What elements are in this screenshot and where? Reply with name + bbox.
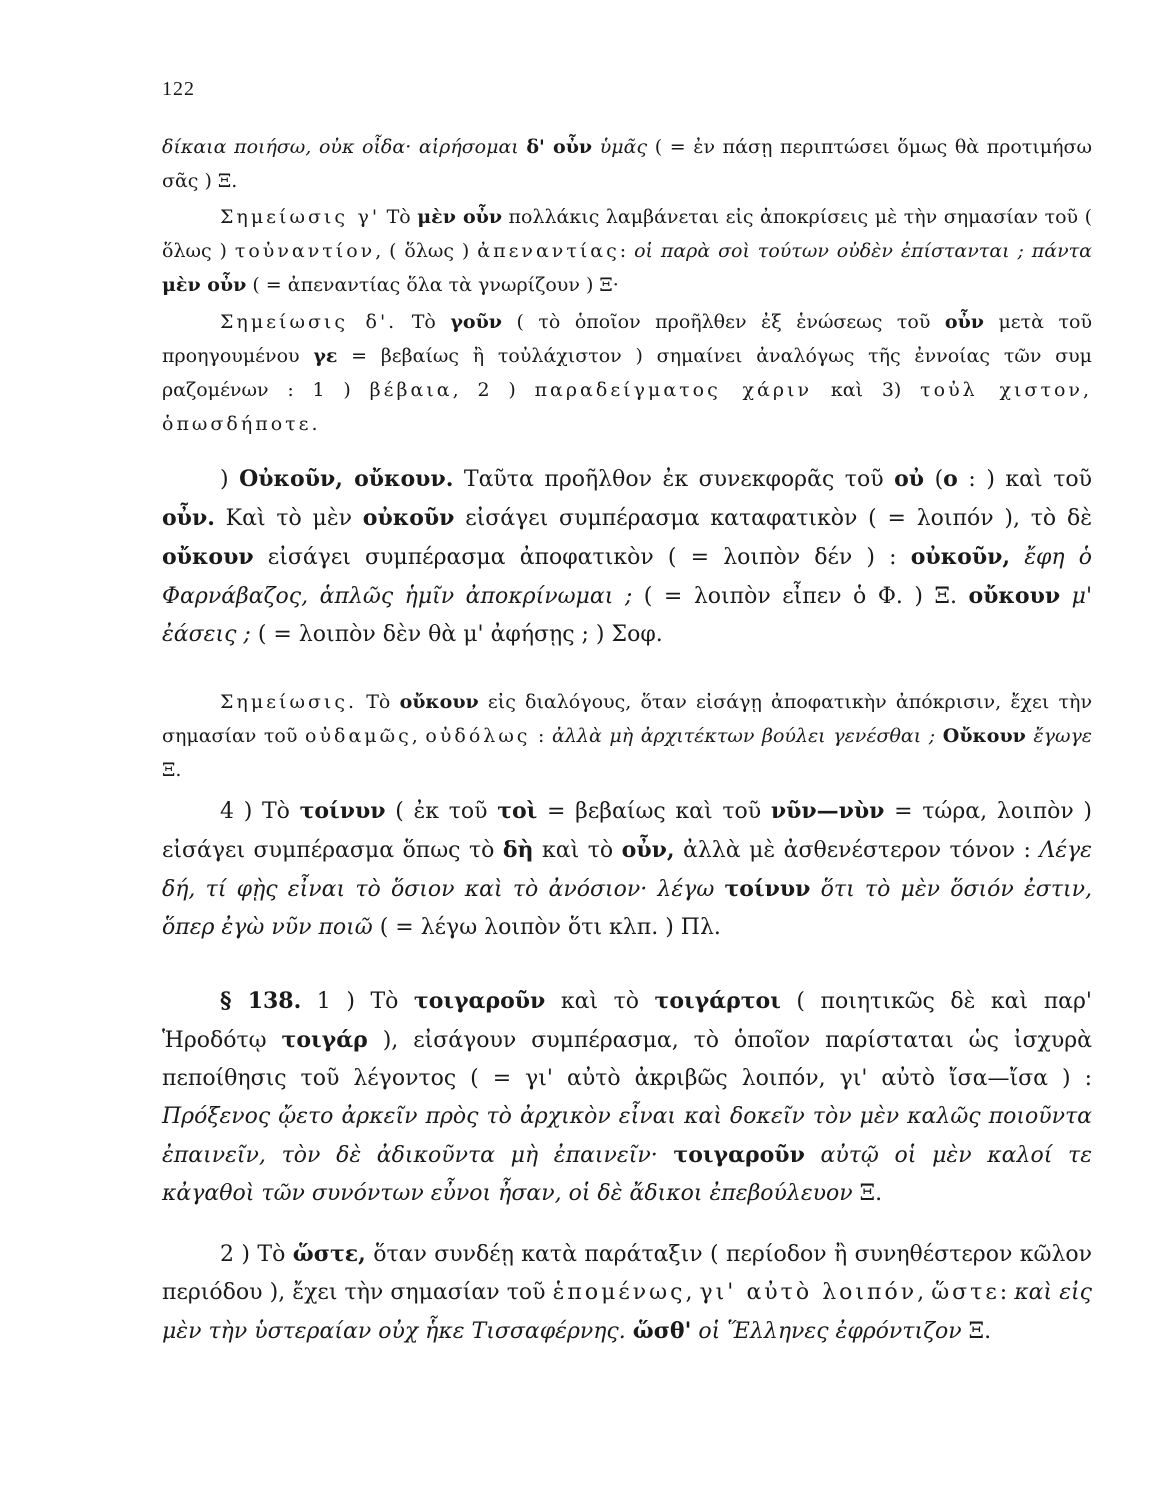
text-run: τοιγάρτοι [654,988,781,1014]
text-run: μὲν οὖν [417,206,503,228]
text-run: μετὰ τοῦ προηγουμένου [162,311,1093,367]
text-run: ὅταν συνδέῃ κατὰ παράταξιν ( περίοδον ἢ συνηθέστερον κῶλον περιόδου ), ἔχει τὴν σημασίαν τοῦ [162,1242,1093,1305]
text-run: καὶ τὸ [545,989,655,1014]
text-run: μ' ἐάσεις ; [162,584,1092,647]
text-run: μὲν οὖν [162,274,247,296]
text-run: τοιγάρ [281,1027,368,1053]
text-run: τοίνυν [299,798,386,824]
text-run: Ταῦτα προῆλθον ἐκ συνεκφορᾶς τοῦ [453,467,895,492]
text-run: : ) καὶ τοῦ [957,467,1092,492]
text-run: οὖν. [162,505,215,531]
text-run: ἀπεναντίας [477,240,620,262]
text-run: ( [924,467,944,492]
text-run: ἀλλὰ μὲ ἀσθενέστερον τόνον : [674,838,1040,863]
text-run: οὐδαμῶς [305,725,412,747]
text-run: ὅτι τὸ μὲν ὅσιόν ἐστιν, ὅπερ ἐγὼ νῦν ποιῶ [162,877,1092,940]
text-run: , [685,1280,700,1305]
text-run: ( = ἐν πάσῃ περιπτώσει ὅμως θὰ προτιμήσω σᾶς ) Ξ. [162,136,1092,192]
text-run: Σημείωσις γ' [220,206,381,228]
text-run: γοῦν [450,311,502,333]
text-run: δὴ [502,837,534,863]
text-run: Ξ. [961,1319,992,1344]
text-run: ο [943,466,958,492]
text-run: Σημείωσις δ'. [220,311,398,333]
paragraph-note-oukoun [162,685,1092,787]
text-run: αὐτῷ οἱ μὲν καλοί τε κἀγαθοὶ τῶν συνόντων εὖνοι ἦσαν, οἱ δὲ ἄδικοι ἐπεβούλευον [162,1143,1093,1206]
text-run: οὔκουν [968,583,1061,609]
paragraph-hoste [162,1235,1092,1351]
text-run: Ξ. [852,1181,883,1206]
text-run: , [411,725,426,747]
text-run: τοίνυν [724,876,811,902]
text-run: § 138. [220,988,302,1014]
text-run: Λέγε δή, τί φῂς εἶναι τὸ ὅσιον καὶ τὸ ἀνόσιον· λέγω [162,838,1092,902]
text-run: νῦν—νὺν [770,798,885,824]
text-run: = τώρα, λοιπὸν ) εἰσάγει συμπέρασμα ὅπως τὸ [162,799,1092,863]
text-run: = βεβαίως καὶ τοῦ [537,799,771,824]
paragraph-note-delta [162,305,1092,441]
text-run: γι' αὐτὸ λοιπόν [699,1280,918,1305]
text-run: καὶ 3) [812,379,921,401]
text-run: Τὸ [357,691,400,713]
text-run: ( τὸ ὁποῖον προῆλθεν ἐξ ἑνώσεως τοῦ [501,311,945,333]
paragraph-toinun [162,792,1092,947]
text-run: εἰς διαλόγους, ὅταν εἰσάγῃ ἀποφατικὴν ἀπόκρισιν, ἔχει τὴν σημασίαν τοῦ [162,691,1092,747]
text-run: οἱ παρὰ σοὶ τούτων οὐδὲν ἐπίστανται ; πάντα [634,240,1092,262]
text-run: εἰσάγει συμπέρασμα καταφατικὸν ( = λοιπόν ), τὸ δὲ [454,506,1092,531]
text-run: δίκαια ποιήσω, οὐκ οἶδα· αἱρήσομαι [162,136,527,158]
text-run: τοὐλ χιστον, ὁπωσδήποτε. [162,379,1092,435]
text-run: τοὐναντίον [234,240,376,262]
text-run: ἑπομένως [552,1280,686,1305]
text-run: καὶ εἰς μὲν τὴν ὑστεραίαν οὐχ ἧκε Τισσαφέρνης. [162,1280,1092,1344]
text-run: : [999,1280,1015,1305]
text-run: πολλάκις λαμβάνεται εἰς ἀποκρίσεις μὲ τὴν σημασίαν τοῦ ( ὅλως ) [162,206,1092,262]
text-run: ( = λοιπὸν δὲν θὰ μ' ἀφήσῃς ; ) Σοφ. [250,622,663,647]
page-number: 122 [162,78,195,100]
text-run: ἀλλὰ μὴ ἀρχιτέκτων βούλει γενέσθαι ; [552,725,943,747]
paragraph-continuation [162,130,1092,198]
text-run: τοιγαροῦν [673,1142,805,1168]
text-run: δ' οὖν [526,136,593,158]
text-run: οὔκουν [399,691,479,713]
text-run: ( = ἀπεναντίας ὅλα τὰ γνωρίζουν ) Ξ· [246,274,619,296]
text-run: , ( ὅλως ) [375,240,478,262]
text-run: Οὔκουν [942,725,1026,747]
text-run: 2 ) Τὸ [220,1242,293,1267]
text-run: , [917,1280,932,1305]
text-run: Τὸ [397,311,451,333]
text-run: ( ποιητικῶς δὲ καὶ παρ' Ἡροδότῳ [162,989,1092,1053]
text-run: Καὶ τὸ μὲν [214,506,363,531]
text-run: Σημείωσις. [220,691,358,713]
paragraph-oukoun [162,460,1092,654]
text-run: ) [220,467,240,492]
text-run: Πρόξενος ᾤετο ἀρκεῖν πρὸς τὸ ἀρχικὸν εἶναι καὶ δοκεῖν τὸν μὲν καλῶς ποιοῦντα ἐπαινεῖν, τὸν δὲ ἀδικοῦντα μὴ ἐπαινεῖν· [162,1104,1092,1168]
paragraph-section-138 [162,982,1092,1213]
text-run: : [530,725,553,747]
text-run: οὔκουν [162,544,254,570]
text-run: οὐκοῦν, [910,544,1011,570]
text-run: = βεβαίως ἢ τοὐλάχιστον ) σημαίνει ἀναλόγως τῆς ἐννοίας τῶν συμ ραζομένων : 1 ) [162,345,1092,401]
text-run: ὥστε [931,1280,1000,1305]
text-run: : [619,240,635,262]
text-run: οὖν [944,311,984,333]
text-run: ὥσθ' [632,1318,692,1344]
text-run: ( ἐκ τοῦ [385,799,498,824]
text-run: γε [313,345,338,367]
text-run: ), εἰσάγουν συμπέρασμα, τὸ ὁποῖον παρίσταται ὡς ἰσχυρὰ πεποίθησις τοῦ λέγοντος ( = γι' αὐτὸ ἀκριβῶς λοιπόν, γι' αὐτὸ ἴσα—ἴσα ) : [162,1028,1092,1091]
text-run: Οὐκοῦν, οὔκουν. [239,466,454,492]
text-run: 1 ) Τὸ [301,989,414,1014]
text-run: ὥστε, [292,1241,366,1267]
text-run: παραδείγματος χάριν [534,379,813,401]
text-run: 4 ) Τὸ [220,799,300,824]
text-run: εἰσάγει συμπέρασμα ἀποφατικὸν ( = λοιπὸν δέν ) : [253,545,911,570]
paragraph-note-gamma [162,200,1092,302]
text-run: οὖν, [621,837,675,863]
text-run: οὐδόλως [425,725,531,747]
text-run: ἔγωγε [1025,725,1092,747]
text-run: τοὶ [497,798,538,824]
text-run: Τὸ [380,206,418,228]
text-run: τοιγαροῦν [413,988,546,1014]
text-run: καὶ τὸ [533,838,622,863]
text-run: οὐκοῦν [362,505,455,531]
text-run: οὐ [894,466,925,492]
text-run: , 2 ) [452,379,535,401]
text-run: βέβαια [369,379,453,401]
text-run: ἔφη ὁ Φαρνάβαζος, ἁπλῶς ἡμῖν ἀποκρίνωμαι ; [162,545,1093,609]
text-run: ( = λοιπὸν εἶπεν ὁ Φ. ) Ξ. [632,584,969,609]
text-run: ( = λέγω λοιπὸν ὅτι κλπ. ) Πλ. [372,915,721,940]
text-run: ὑμᾶς [592,136,648,158]
text-run: Ξ. [162,759,182,781]
text-run: οἱ Ἕλληνες ἐφρόντιζον [691,1319,962,1344]
